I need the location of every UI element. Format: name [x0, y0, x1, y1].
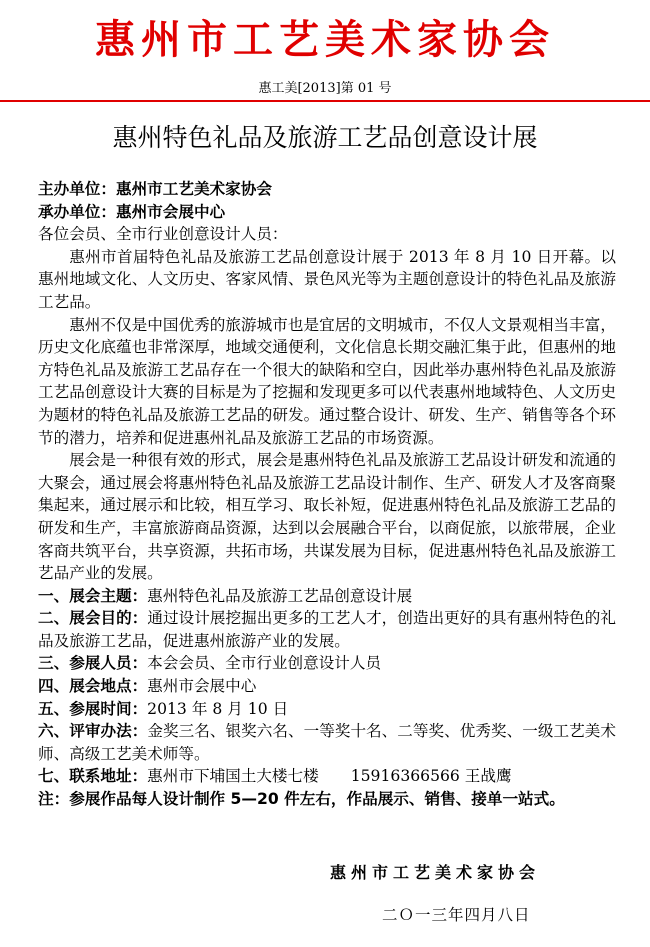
letterhead-title: 惠州市工艺美术家协会 [95, 17, 555, 63]
item-value: 2013 年 8 月 10 日 [147, 699, 289, 718]
item-judging [38, 720, 616, 765]
item-value: 通过设计展挖掘出更多的工艺人才，创造出更好的具有惠州特色的礼品及旅游工艺品，促进惠州旅游产业的发展。 [38, 609, 616, 650]
paragraph-3: 展会是一种很有效的形式，展会是惠州特色礼品及旅游工艺品设计研发和流通的大聚会，通过展会将惠州特色礼品及旅游工艺品设计制作、生产、研发人才及客商聚集起来，通过展示和比较，相互学习、取长补短，促进惠州特色礼品及旅游工艺品的研发和生产，丰富旅游商品资源，达到以会展融合平台，以商促旅，以旅带展，企业客商共筑平台，共享资源，共拓市场，共谋发展为目标，促进惠州特色礼品及旅游工艺品产业的发展。 [38, 451, 616, 583]
item-label: 四、展会地点： [38, 677, 148, 696]
co-organizer-line [38, 201, 616, 224]
document-number: 惠工美[2013]第 01 号 [258, 81, 392, 96]
item-value: 惠州市下埔国土大楼七楼 [147, 767, 319, 786]
organizer-label: 主办单位： [38, 180, 116, 198]
organizer-value: 惠州市工艺美术家协会 [115, 180, 272, 198]
signature-organization: 惠州市工艺美术家协会 [330, 863, 541, 882]
item-venue [38, 675, 616, 698]
item-label: 二、展会目的： [38, 609, 148, 628]
item-value: 惠州特色礼品及旅游工艺品创意设计展 [147, 586, 413, 605]
co-organizer-label: 承办单位： [38, 202, 116, 221]
note: 注：参展作品每人设计制作 5—20 件左右，作品展示、销售、接单一站式。 [38, 790, 565, 809]
document-body [38, 178, 616, 811]
signature-date: 二Ｏ一三年四月八日 [382, 906, 531, 924]
contact-person: 15916366566 王战鹰 [350, 767, 512, 786]
co-organizer-value: 惠州市会展中心 [115, 202, 226, 221]
item-value: 金奖三名、银奖六名、一等奖十名、二等奖、优秀奖、一级工艺美术师、高级工艺美术师等。 [38, 722, 616, 763]
document-title: 惠州特色礼品及旅游工艺品创意设计展 [112, 123, 538, 152]
item-label: 六、评审办法： [38, 722, 148, 741]
item-participants [38, 652, 616, 675]
item-purpose [38, 607, 616, 652]
paragraph-1: 惠州市首届特色礼品及旅游工艺品创意设计展于 2013 年 8 月 10 日开幕。以惠州地域文化、人文历史、客家风情、景色风光等为主题创意设计的特色礼品及旅游工艺品。 [38, 247, 616, 311]
greeting: 各位会员、全市行业创意设计人员： [38, 225, 288, 244]
letterhead-divider [0, 100, 650, 102]
item-date [38, 698, 616, 721]
item-label: 三、参展人员： [38, 654, 148, 673]
item-value: 惠州市会展中心 [147, 677, 257, 696]
item-label: 五、参展时间： [38, 699, 148, 718]
item-label: 一、展会主题： [38, 586, 148, 605]
item-value: 本会会员、全市行业创意设计人员 [147, 654, 382, 673]
organizer-line [38, 178, 616, 201]
paragraph-2: 惠州不仅是中国优秀的旅游城市也是宜居的文明城市，不仅人文景观相当丰富，历史文化底蕴也非常深厚，地域交通便利，文化信息长期交融汇集于此，但惠州的地方特色礼品及旅游工艺品存在一个很大的缺陷和空白，因此举办惠州特色礼品及旅游工艺品创意设计大赛的目标是为了挖掘和发现更多可以代表惠州地域特色、人文历史为题材的特色礼品及旅游工艺品的研发。通过整合设计、研发、生产、销售等各个环节的潜力，培养和促进惠州礼品及旅游工艺品的市场资源。 [38, 315, 616, 447]
item-label: 七、联系地址： [38, 767, 148, 786]
item-contact [38, 765, 616, 788]
item-theme [38, 585, 616, 608]
